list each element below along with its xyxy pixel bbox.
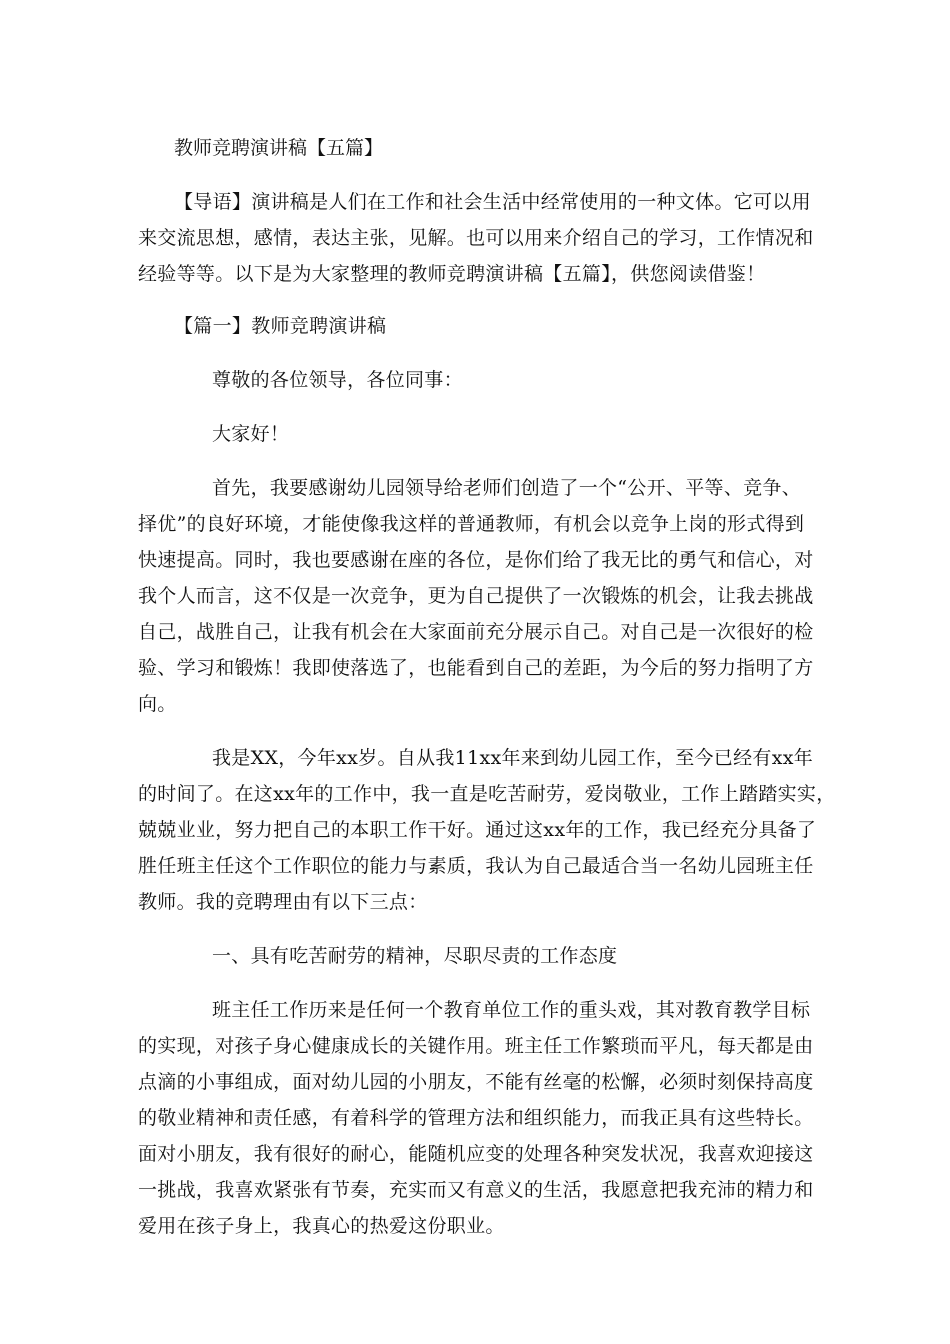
paragraph-line: 点滴的小事组成，面对幼儿园的小朋友，不能有丝毫的松懈，必须时刻保持高度 bbox=[138, 1071, 814, 1093]
paragraph-line: 的敬业精神和责任感，有着科学的管理方法和组织能力，而我正具有这些特长。 bbox=[138, 1107, 814, 1129]
paragraph-line: 的实现，对孩子身心健康成长的关键作用。班主任工作繁琐而平凡，每天都是由 bbox=[138, 1035, 814, 1057]
paragraph-line: 快速提高。同时，我也要感谢在座的各位，是你们给了我无比的勇气和信心，对 bbox=[138, 549, 814, 571]
paragraph-line: 我是XX，今年xx岁。自从我11xx年来到幼儿园工作，至今已经有xx年 bbox=[212, 747, 814, 769]
point-heading: 一、具有吃苦耐劳的精神，尽职尽责的工作态度 bbox=[212, 945, 618, 967]
section-heading: 【篇一】教师竞聘演讲稿 bbox=[174, 315, 387, 337]
paragraph-line: 一挑战，我喜欢紧张有节奏，充实而又有意义的生活，我愿意把我充沛的精力和 bbox=[138, 1179, 814, 1201]
intro-line: 来交流思想，感情，表达主张，见解。也可以用来介绍自己的学习，工作情况和 bbox=[138, 227, 814, 249]
intro-line: 【导语】演讲稿是人们在工作和社会生活中经常使用的一种文体。它可以用 bbox=[174, 191, 811, 213]
paragraph-line: 教师。我的竞聘理由有以下三点： bbox=[138, 891, 428, 913]
document-title: 教师竞聘演讲稿【五篇】 bbox=[174, 137, 384, 159]
paragraph-line: 首先，我要感谢幼儿园领导给老师们创造了一个“公开、平等、竞争、 bbox=[212, 477, 802, 499]
paragraph-line: 胜任班主任这个工作职位的能力与素质，我认为自己最适合当一名幼儿园班主任 bbox=[138, 855, 814, 877]
paragraph-line: 自己，战胜自己，让我有机会在大家面前充分展示自己。对自己是一次很好的检 bbox=[138, 621, 814, 643]
intro-line: 经验等等。以下是为大家整理的教师竞聘演讲稿【五篇】，供您阅读借鉴！ bbox=[138, 263, 766, 285]
greeting: 大家好！ bbox=[212, 423, 290, 445]
paragraph-line: 面对小朋友，我有很好的耐心，能随机应变的处理各种突发状况，我喜欢迎接这 bbox=[138, 1143, 814, 1165]
paragraph-line: 向。 bbox=[138, 693, 177, 715]
paragraph-line: 爱用在孩子身上，我真心的热爱这份职业。 bbox=[138, 1215, 505, 1237]
paragraph-line: 验、学习和锻炼！我即使落选了，也能看到自己的差距，为今后的努力指明了方 bbox=[138, 657, 814, 679]
paragraph-line: 兢兢业业，努力把自己的本职工作干好。通过这xx年的工作，我已经充分具备了 bbox=[138, 819, 817, 841]
salutation: 尊敬的各位领导，各位同事： bbox=[212, 369, 463, 391]
paragraph-line: 班主任工作历来是任何一个教育单位工作的重头戏，其对教育教学目标 bbox=[212, 999, 811, 1021]
paragraph-line: 我个人而言，这不仅是一次竞争，更为自己提供了一次锻炼的机会，让我去挑战 bbox=[138, 585, 814, 607]
paragraph-line: 的时间了。在这xx年的工作中，我一直是吃苦耐劳，爱岗敬业，工作上踏踏实实， bbox=[138, 783, 836, 805]
paragraph-line: 择优”的良好环境，才能使像我这样的普通教师，有机会以竞争上岗的形式得到 bbox=[138, 513, 805, 535]
